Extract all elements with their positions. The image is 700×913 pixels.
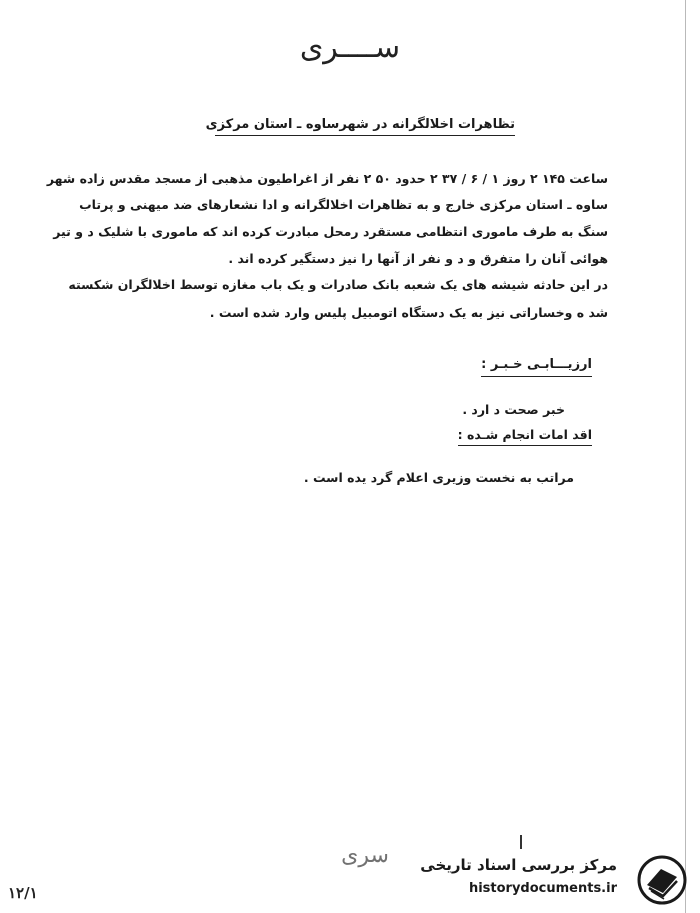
pen-mark xyxy=(520,835,522,849)
classification-top: ســــری xyxy=(299,30,401,65)
body-paragraph1-line3: سنگ به طرف ماموری انتظامی مستقرد رمحل مبادرت کرده اند که ماموری با شلیک د و تیر xyxy=(53,224,608,239)
archive-watermark xyxy=(410,852,695,908)
page-number: ۱۲/۱ xyxy=(8,884,38,902)
body-paragraph2-line2: شد ه وخساراتی نیز به یک دستگاه اتومبیل پلیس وارد شده است . xyxy=(209,305,608,320)
body-paragraph2-line1: در این حادثه شیشه های یک شعبه بانک صادرات و یک باب مغازه توسط اخلالگران شکسته xyxy=(68,277,608,292)
watermark-url: historydocuments.ir xyxy=(468,881,617,896)
evaluation-heading: ارزیـــابـی خـبـر : xyxy=(481,357,592,377)
scan-edge-line xyxy=(685,0,686,913)
body-paragraph1-line2: ساوه ـ استان مرکزی خارج و به تظاهرات اخلالگرانه و ادا نشعارهای ضد میهنی و پرتاب xyxy=(79,197,608,212)
body-paragraph1-line1: ساعت ۱۴۵ ۲ روز ۱ / ۶ / ۳۷ ۲ حدود ۵۰ ۲ نفر از اغراطیون مذهبی از مسجد مقدس زاده شهر xyxy=(46,171,608,186)
document-subject: تظاهرات اخلالگرانه در شهرساوه ـ استان مرکزی xyxy=(215,117,515,136)
watermark-title: مرکز بررسی اسناد تاریخی xyxy=(420,856,617,874)
actions-heading: اقد امات انجام شـده : xyxy=(458,427,592,446)
actions-value: مراتب به نخست وزیری اعلام گرد یده است . xyxy=(303,470,574,485)
evaluation-value: خبر صحت د ارد . xyxy=(462,402,565,417)
classification-bottom: سری xyxy=(341,843,389,868)
body-paragraph1-line4: هوائی آنان را متفرق و د و نفر از آنها را نیز دستگیر کرده اند . xyxy=(228,251,608,266)
archive-book-logo-icon xyxy=(637,855,687,905)
